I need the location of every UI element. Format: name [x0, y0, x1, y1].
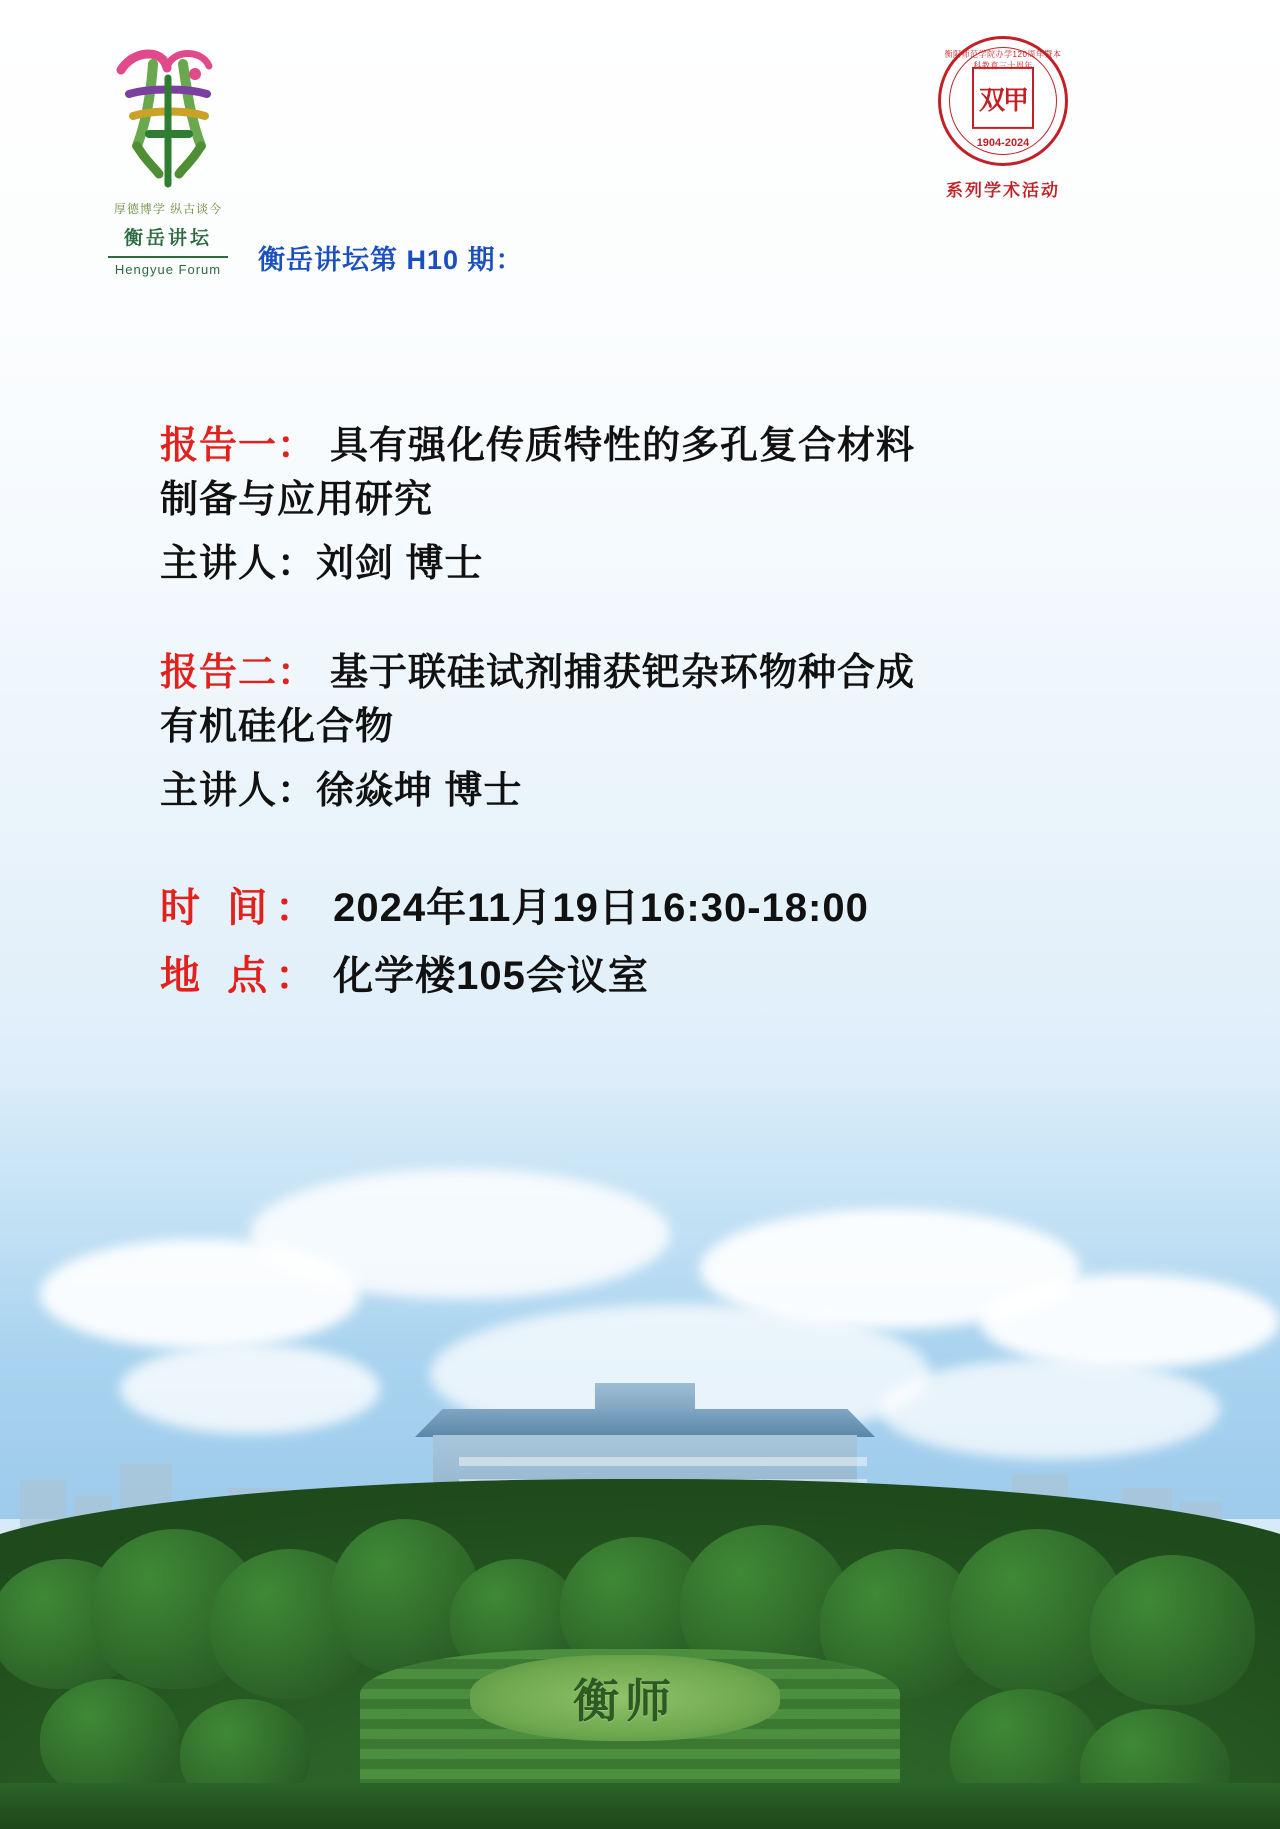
seal-years: 1904-2024	[976, 137, 1030, 149]
cloud	[250, 1169, 670, 1299]
event-place-label: 地 点：	[160, 953, 324, 998]
building-roof	[415, 1409, 875, 1437]
issue-title: 衡岳讲坛第 H10 期：	[258, 245, 524, 275]
talk-title-line1	[160, 647, 1160, 701]
event-time-value: 2024年11月19日16:30-18:00	[333, 885, 869, 930]
seal-caption: 系列学术活动	[946, 181, 1060, 200]
anniversary-seal	[931, 36, 1075, 201]
talk-item	[160, 420, 1160, 593]
hengyue-forum-emblem-icon	[93, 34, 243, 194]
poster-header	[0, 0, 1280, 340]
foreground-strip	[0, 1783, 1280, 1829]
event-place-value: 化学楼105会议室	[333, 953, 649, 998]
poster-content	[160, 420, 1160, 1010]
talk-title-line1	[160, 420, 1160, 474]
event-time-row	[160, 874, 1160, 942]
talk-speaker: 主讲人：刘剑 博士	[160, 542, 484, 585]
seal-circle	[938, 36, 1068, 166]
cloud	[980, 1274, 1280, 1369]
talk-speaker: 主讲人：徐焱坤 博士	[160, 769, 523, 812]
forum-logo	[88, 34, 248, 277]
talk-label: 报告二：	[160, 651, 317, 694]
talk-title-line2: 制备与应用研究	[160, 478, 434, 521]
forum-name-en: Hengyue Forum	[114, 262, 222, 277]
forum-motto: 厚德博学 纵古谈今	[113, 202, 223, 216]
talk-item	[160, 647, 1160, 820]
event-place-row	[160, 942, 1160, 1010]
cloud	[120, 1344, 380, 1434]
talk-label: 报告一：	[160, 425, 317, 467]
hedge-logo: 衡师	[470, 1655, 780, 1741]
event-time-label: 时 间：	[160, 885, 324, 930]
seal-ring-text: 衡阳师范学院办学120周年暨本科教育三十周年	[944, 49, 1062, 71]
talk-title-line2: 有机硅化合物	[160, 705, 395, 748]
talk-title-text: 基于联硅试剂捕获钯杂环物种合成	[330, 651, 916, 694]
talk-title-text: 具有强化传质特性的多孔复合材料	[330, 425, 916, 467]
forum-divider	[108, 256, 228, 258]
forum-name-cn: 衡岳讲坛	[123, 228, 212, 249]
campus-scenery-photo	[0, 1089, 1280, 1829]
event-meta	[160, 874, 1160, 1010]
seal-center-glyph: 双甲	[972, 67, 1034, 129]
